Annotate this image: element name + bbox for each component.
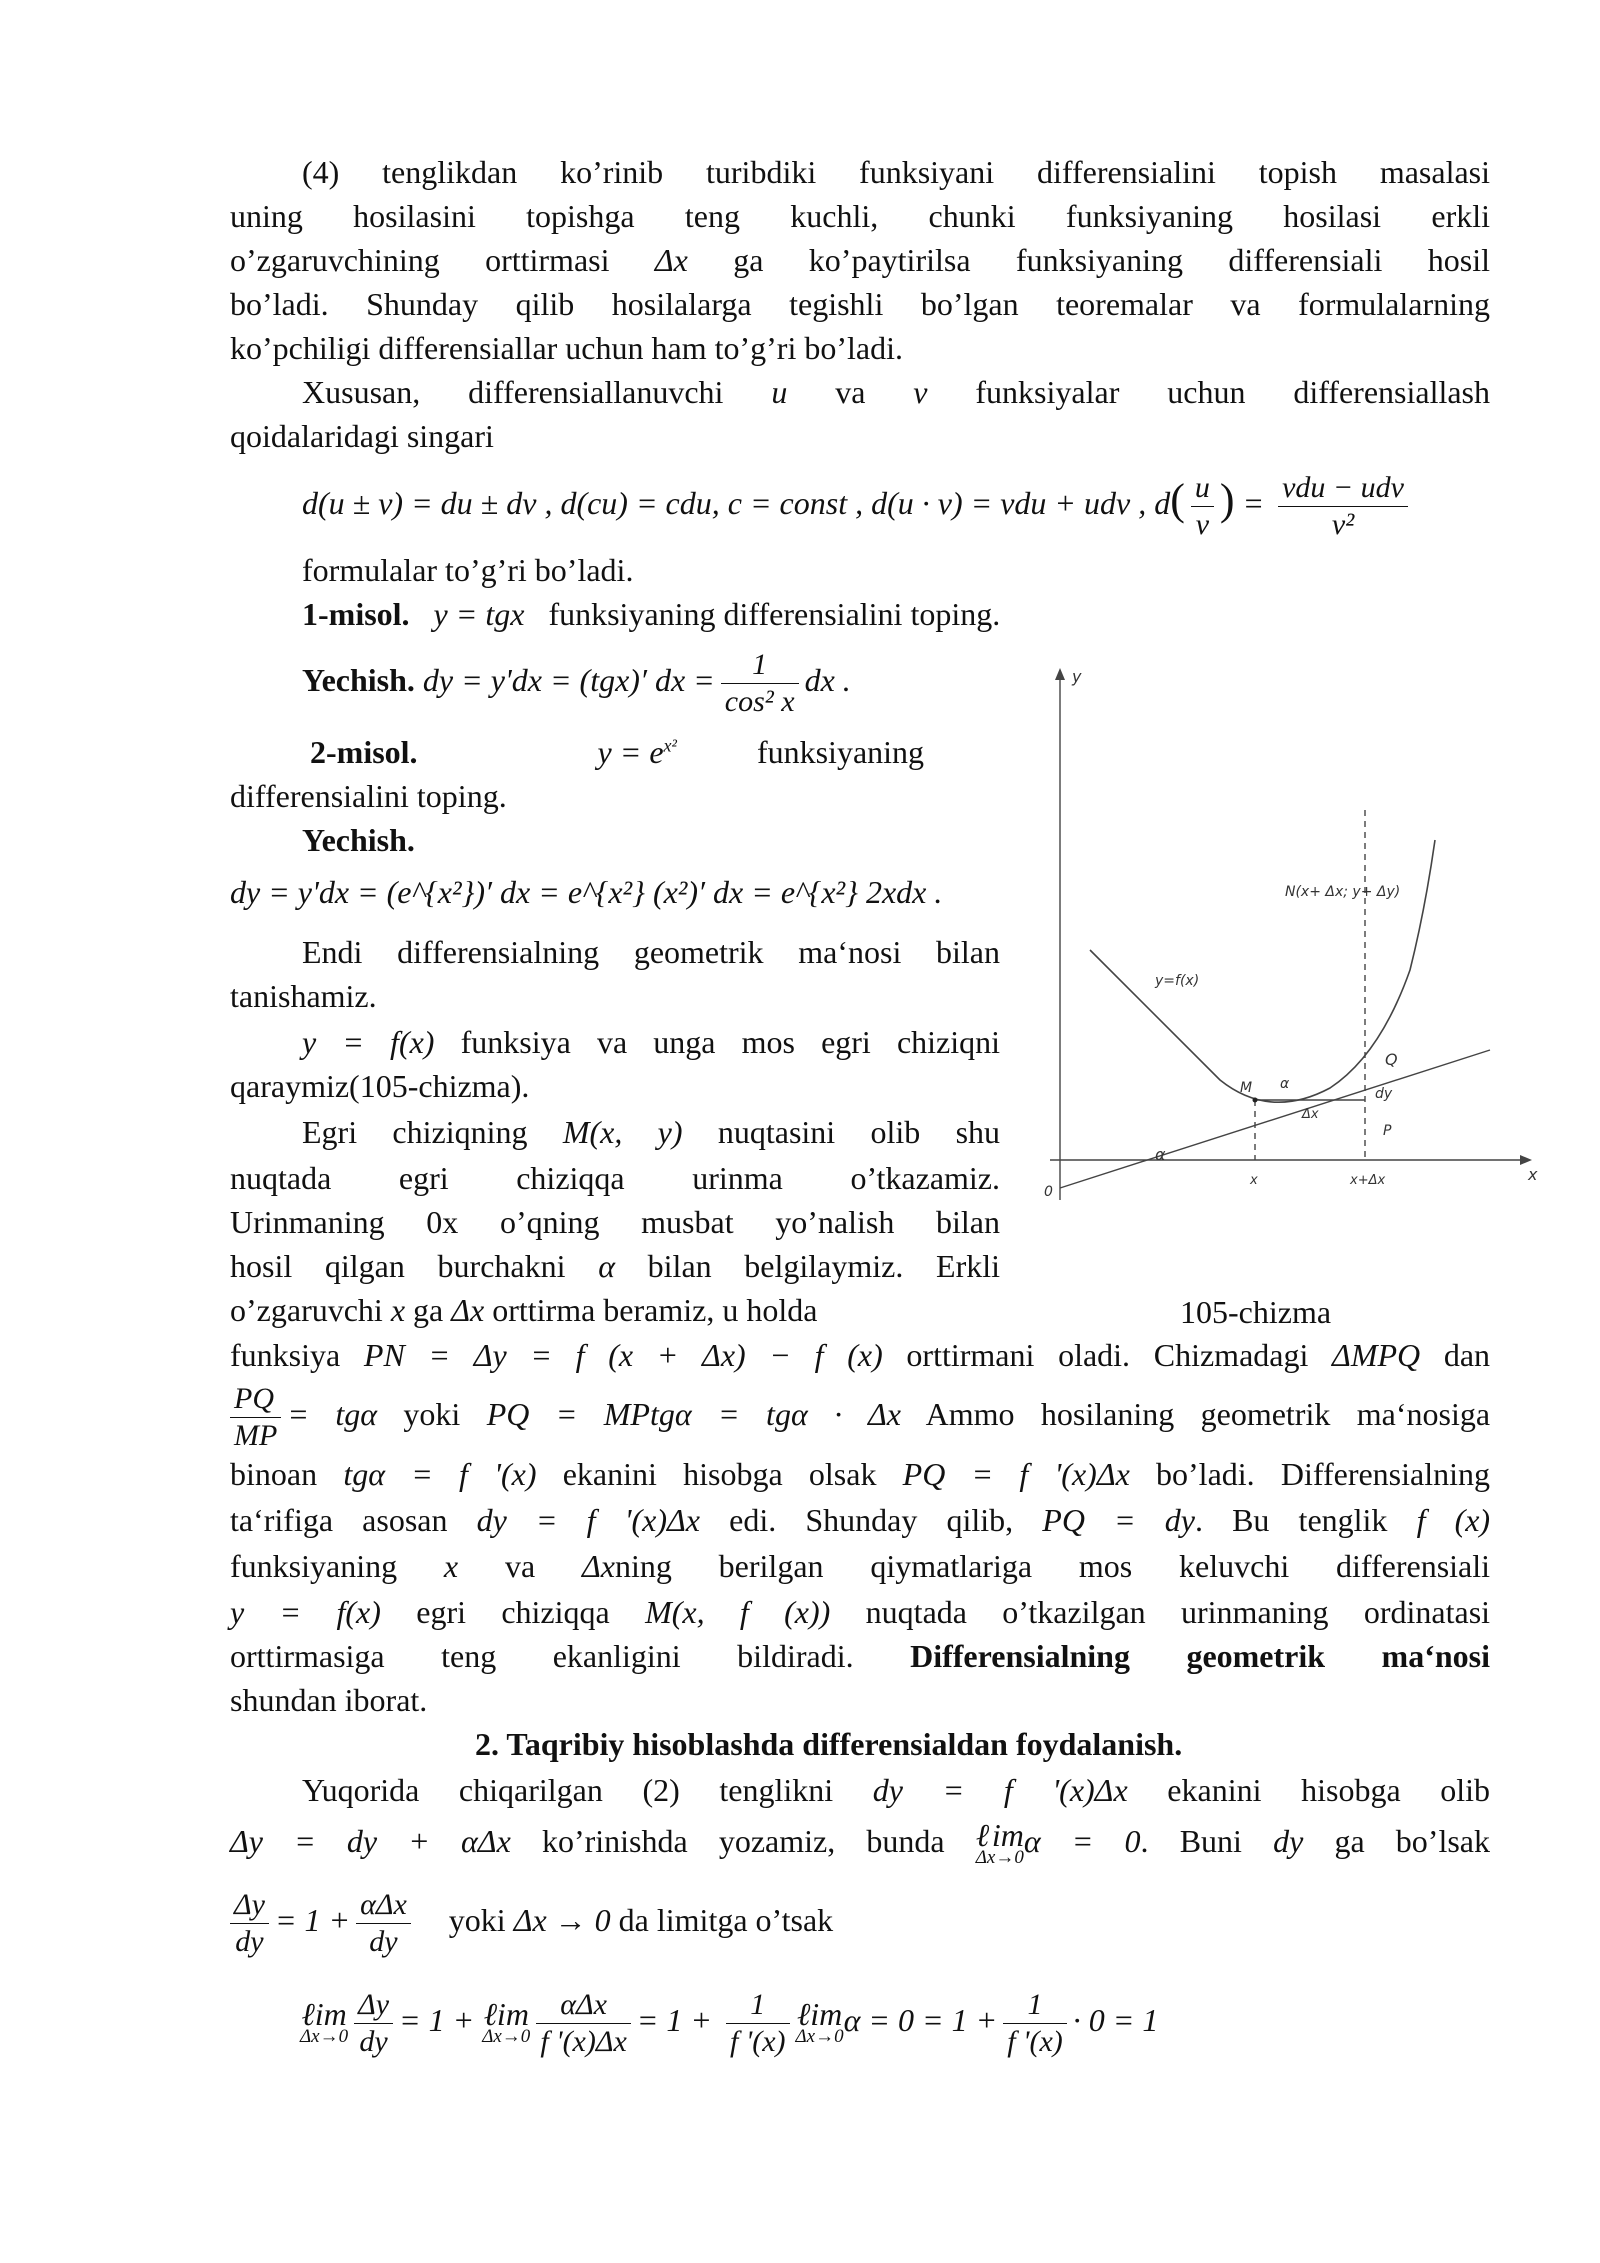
solution-1: Yechish. dy = y'dx = (tgx)′ dx = $\frac{1}{\text{cos² x}}$ dx . xyxy=(302,648,851,719)
text-line: ta‘rifiga asosan dy = f '(x)Δx edi. Shunday qilib, PQ = dy. Bu tenglik f (x) xyxy=(230,1502,1491,1538)
section-title: 2. Taqribiy hisoblashda differensialdan foydalanish. xyxy=(475,1726,1183,1762)
text-line: funksiyaning x va Δxning berilgan qiymatlariga mos keluvchi differensiali xyxy=(230,1548,1491,1584)
dx-label: Δx xyxy=(1302,1107,1319,1122)
limit-formula: ℓim Δx→0 $\frac{\Delta y}{dy}$ = 1 + ℓim Δx→0 $\frac{\text{αΔx}}{f '(x)\Delta x}$ = 1 + $\frac{1}{f '(x)}$ ℓim Δx→0 α = 0 = 1 + $\frac{1}{f '(x)}$ · 0 = 1 xyxy=(300,1988,1159,2059)
text-line: Δy = dy + αΔx ko’rinishda yozamiz, bunda ℓim Δx→0 α = 0. Buni dy ga bo’lsak xyxy=(230,1816,1491,1868)
text-line: Egri chiziqning M(x, y) nuqtasini olib shu xyxy=(302,1114,1001,1150)
text-line: y = f(x) egri chiziqqa M(x, f (x)) nuqtada o’tkazilgan urinmaning ordinatasi xyxy=(230,1594,1491,1630)
solution-2: dy = y'dx = (e^{x²})′ dx = e^{x²} (x²)′ dx = e^{x²} 2xdx . xyxy=(230,874,943,910)
origin-label: 0 xyxy=(1044,1184,1053,1200)
point-n-label: N(x+ Δx; y+ Δy) xyxy=(1285,884,1401,900)
y-axis-label: y xyxy=(1072,667,1082,686)
point-m-label: M xyxy=(1240,1080,1253,1096)
text-line: o’zgaruvchi x ga Δx orttirma beramiz, u holda xyxy=(230,1292,818,1328)
figure-105 xyxy=(1040,660,1540,1220)
point-m xyxy=(1253,1098,1258,1103)
text-line: Yuqorida chiqarilgan (2) tenglikni dy = f '(x)Δx ekanini hisobga olib xyxy=(302,1772,1491,1808)
x-axis-label: x xyxy=(1528,1165,1538,1184)
curve-y-fx xyxy=(1090,840,1435,1102)
alpha-label-axis: α xyxy=(1155,1145,1166,1164)
example-1: 1-misol. y = tgx funksiyaning differensialini toping. xyxy=(302,596,1001,632)
text-line: binoan tgα = f '(x) ekanini hisobga olsak PQ = f '(x)Δx bo’ladi. Differensialning xyxy=(230,1456,1490,1492)
text-line: (4) tenglikdan ko’rinib turibdiki funksiyani differensialini topish masalasi xyxy=(302,154,1490,190)
xdx-tick-label: x+Δx xyxy=(1350,1173,1386,1188)
text-line: qaraymiz(105-chizma). xyxy=(230,1068,530,1104)
alpha-label-m: α xyxy=(1280,1076,1290,1092)
text-line: qoidalaridagi singari xyxy=(230,418,494,454)
text-line: uning hosilasini topishga teng kuchli, chunki funksiyaning hosilasi erkli xyxy=(230,198,1490,234)
text-line: funksiya PN = Δy = f (x + Δx) − f (x) orttirmani oladi. Chizmadagi ΔMPQ dan xyxy=(230,1337,1491,1373)
solution-label: Yechish. xyxy=(302,822,415,858)
text-line: Endi differensialning geometrik ma‘nosi bilan xyxy=(302,934,1000,970)
text-line: Xususan, differensiallanuvchi u va v funksiyalar uchun differensiallash xyxy=(302,374,1490,410)
figure-caption: 105-chizma xyxy=(1180,1294,1332,1330)
text-line: o’zgaruvchining orttirmasi Δx ga ko’paytirilsa funksiyaning differensiali hosil xyxy=(230,242,1491,278)
text-line: shundan iborat. xyxy=(230,1682,428,1718)
text-line: tanishamiz. xyxy=(230,978,377,1014)
text-line: orttirmasiga teng ekanligini bildiradi. Differensialning geometrik ma‘nosi xyxy=(230,1638,1491,1674)
text-line: Urinmaning 0x o’qning musbat yo’nalish bilan xyxy=(230,1204,1000,1240)
text-line: formulalar to’g’ri bo’ladi. xyxy=(302,552,634,588)
example-2: 2-misol. $y = e^{x^2}$ funksiyaning xyxy=(310,734,925,770)
text-line: differensialini toping. xyxy=(230,778,507,814)
text-line: $\frac{PQ}{MP}$ = tgα yoki PQ = MPtgα = tgα · Δx Ammo hosilaning geometrik ma‘nosiga xyxy=(230,1378,1490,1450)
dy-label: dy xyxy=(1375,1086,1393,1102)
tangent-line xyxy=(1060,1050,1490,1188)
curve-label: y=f(x) xyxy=(1155,973,1200,989)
text-line: ko’pchiligi differensiallar uchun ham to’g’ri bo’ladi. xyxy=(230,330,903,366)
x-tick-label: x xyxy=(1250,1173,1258,1188)
text-line: bo’ladi. Shunday qilib hosilalarga tegishli bo’lgan teoremalar va formulalarning xyxy=(230,286,1490,322)
formula-line: d(u ± v) = du ± dv , d(cu) = cdu, c = const , d(u · v) = vdu + udv , d( $\frac{u}{v}$ ) = $\frac{\text{vdu − udv}}{\text{v²}}$ xyxy=(302,460,1490,540)
x-axis-arrow xyxy=(1520,1155,1532,1165)
text-line: hosil qilgan burchakni α bilan belgilaymiz. Erkli xyxy=(230,1248,1001,1284)
text-line: y = f(x) funksiya va unga mos egri chiziqni xyxy=(302,1024,1001,1060)
text-line: nuqtada egri chiziqqa urinma o’tkazamiz. xyxy=(230,1160,1000,1196)
text-line: $\frac{\Delta y}{dy}$ = 1 + $\frac{\text{αΔx}}{dy}$ yoki Δx → 0 da limitga o’tsak xyxy=(230,1880,1490,1960)
point-p-label: P xyxy=(1383,1123,1392,1139)
point-q-label: Q xyxy=(1385,1050,1398,1069)
y-axis-arrow xyxy=(1055,668,1065,680)
